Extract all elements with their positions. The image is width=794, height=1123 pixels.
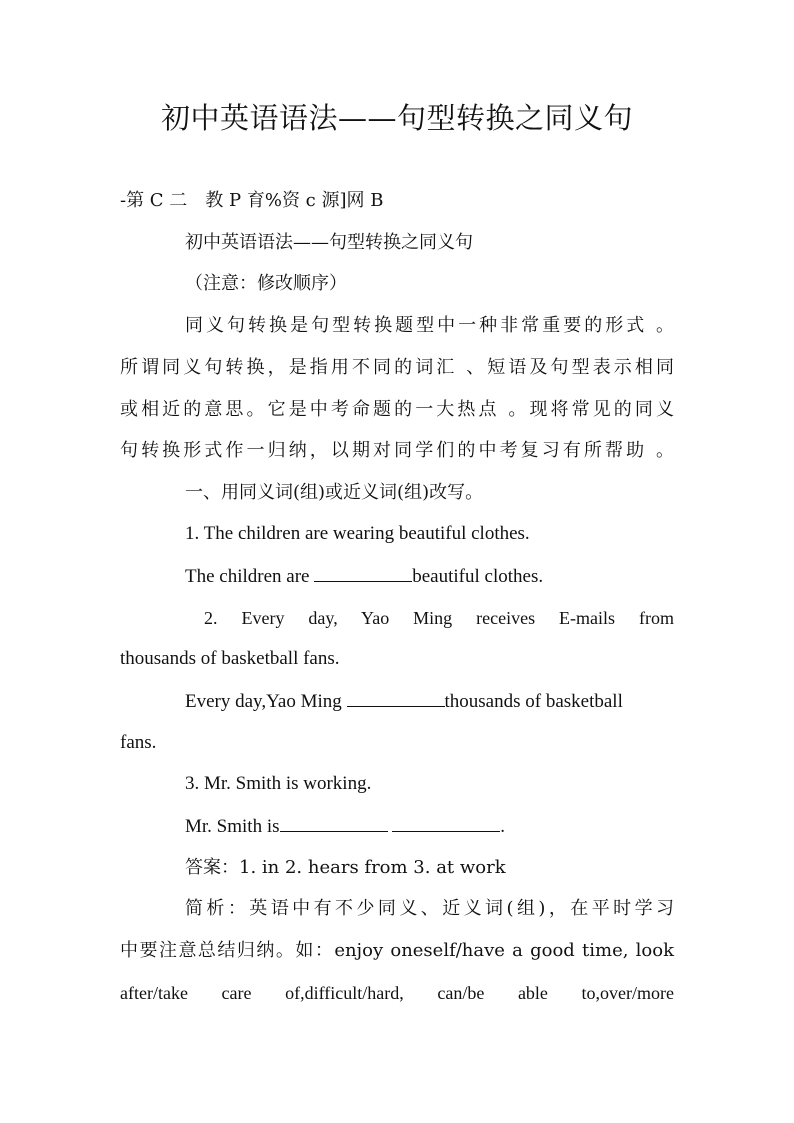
- section-heading: 一、用同义词(组)或近义词(组)改写。: [185, 482, 484, 503]
- answer-blank[interactable]: [347, 688, 445, 707]
- question-3-rewrite: [185, 813, 505, 840]
- q3-rewrite-end: .: [500, 816, 505, 837]
- analysis-line-2: 中要注意总结归纳。如：enjoy oneself/have a good time, look: [120, 940, 674, 961]
- q2-rewrite-start: Every day,Yao Ming: [185, 691, 347, 712]
- intro-line-1: 同义句转换是句型转换题型中一种非常重要的形式 。: [185, 315, 674, 336]
- answer-blank[interactable]: [392, 813, 500, 832]
- question-2-line-2: thousands of basketball fans.: [120, 648, 340, 669]
- answer-blank[interactable]: [280, 813, 388, 832]
- analysis-line-1: 简析：英语中有不少同义、近义词(组)，在平时学习: [185, 898, 674, 919]
- page-title: 初中英语语法——句型转换之同义句: [160, 101, 633, 135]
- q1-rewrite-end: beautiful clothes.: [412, 566, 544, 587]
- answer-line: 答案：1. in 2. hears from 3. at work: [185, 857, 506, 878]
- question-2-rewrite-cont: fans.: [120, 732, 157, 753]
- q2-rewrite-end: thousands of basketball: [444, 691, 623, 712]
- question-2-rewrite: [185, 688, 623, 715]
- question-1-rewrite: [185, 563, 543, 590]
- subtitle: 初中英语语法——句型转换之同义句: [185, 232, 473, 253]
- answer-blank[interactable]: [314, 563, 412, 582]
- intro-line-3: 或相近的意思。它是中考命题的一大热点 。现将常见的同义: [120, 399, 674, 420]
- note: （注意：修改顺序）: [185, 273, 347, 294]
- q3-rewrite-start: Mr. Smith is: [185, 816, 280, 837]
- watermark-line: -第 C 二 教 P 育%资 c 源]网 B: [120, 190, 384, 211]
- q1-rewrite-start: The children are: [185, 566, 315, 587]
- question-1: 1. The children are wearing beautiful clothes.: [185, 523, 530, 544]
- question-3: 3. Mr. Smith is working.: [185, 773, 372, 794]
- question-2-line-1: 2. Every day, Yao Ming receives E-mails from: [204, 608, 674, 628]
- analysis-line-3: after/take care of,difficult/hard, can/be able to,over/more: [120, 983, 674, 1003]
- intro-line-4: 句转换形式作一归纳，以期对同学们的中考复习有所帮助 。: [120, 440, 674, 461]
- intro-line-2: 所谓同义句转换，是指用不同的词汇 、短语及句型表示相同: [120, 357, 674, 378]
